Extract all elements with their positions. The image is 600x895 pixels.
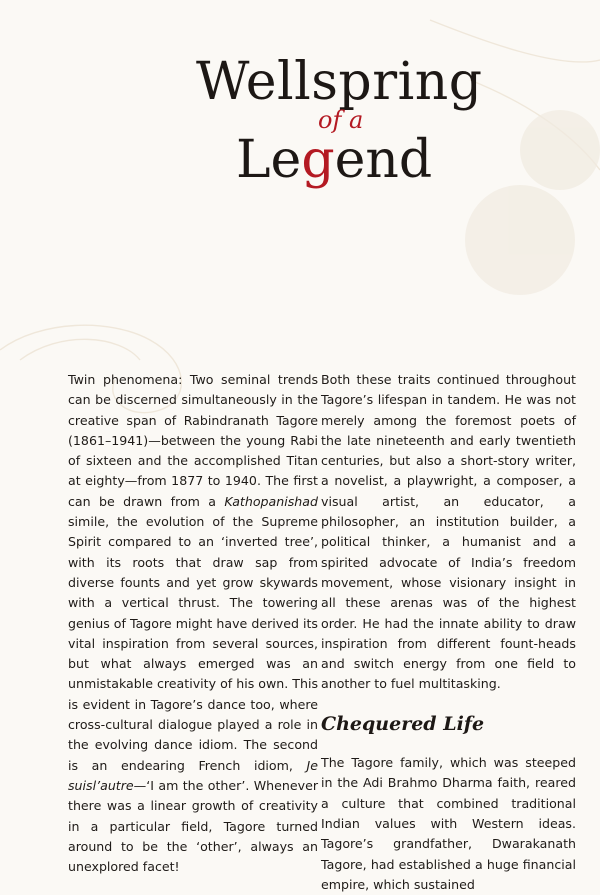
right-column	[321, 370, 576, 895]
paragraph: The Tagore family, which was steeped in the Adi Brahmo Dharma faith, reared a culture that combined traditional Indian values with Western ideas. Tagore’s grandfather, Dwarakanath Tagore, had established a huge financial empire, which sustained	[321, 755, 576, 892]
left-column	[68, 370, 318, 877]
title-of-a: of a	[318, 106, 364, 134]
paragraph: Twin phenomena: Two seminal trends can be discerned simultaneously in the creative span of Rabindranath Tagore (1861–1941)—between the young Rabi of sixteen and the accomplished Titan at eighty—from 1877 to 1940. The first can be drawn from a Kathopanishad simile, the evolution of the Supreme Spirit compared to an ‘inverted tree’, with its roots that draw sap from diverse founts and yet grow skywards with a vertical thrust. The towering genius of Tagore might have derived its vital inspiration from several sources, but what always emerged was an unmistakable creativity of his own. This is evident in Tagore’s dance too, where cross-cultural dialogue played a role in the evolving dance idiom. The second is an endearing French idiom, Je suisl’autre—‘I am the other’. Whenever there was a linear growth of creativity in a particular field, Tagore turned around to be the ‘other’, always an unexplored facet!	[68, 372, 318, 875]
title-legend: Legend	[236, 130, 433, 190]
title-accent-letter: g	[301, 130, 335, 190]
title-wellspring: Wellspring	[196, 52, 483, 112]
title-block	[0, 52, 600, 190]
paragraph: Both these traits continued throughout Tagore’s lifespan in tandem. He was not merely among the foremost poets of the late nineteenth and early twentieth centuries, but also a short-story writer, a novelist, a playwright, a composer, a visual artist, an educator, a philosopher, an institution builder, a political thinker, a humanist and a spirited advocate of India’s freedom movement, whose visionary insight in all these arenas was of the highest order. He had the innate ability to draw inspiration from different fount-heads and switch energy from one field to another to fuel multitasking.	[321, 372, 576, 692]
section-heading: Chequered Life	[321, 712, 485, 735]
